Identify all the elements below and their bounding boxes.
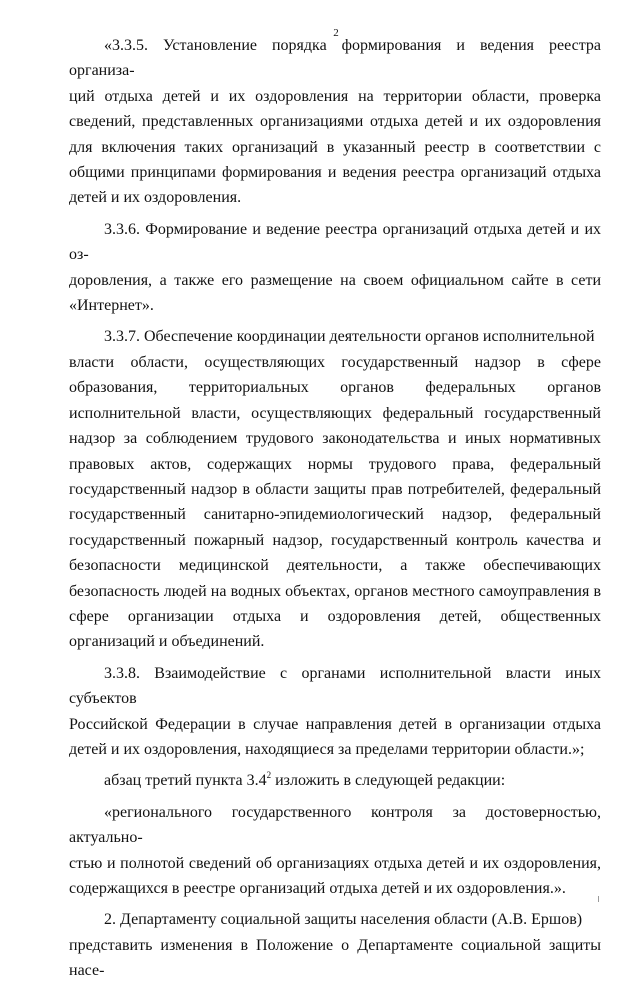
paragraph-3-3-8	[69, 661, 601, 763]
paragraph-first-line	[69, 768, 601, 793]
paragraph-continuation: представить изменения в Положение о Департаменте социальной защиты насе-	[69, 936, 601, 980]
paragraph-regional-control	[69, 800, 601, 902]
paragraph-continuation: власти области, осуществляющих государственный надзор в сфере образования, территориальных органов федеральных органов исполнительной власти, осуществляющих федеральный государственный надзор за соблюдением трудового законодательства и иных нормативных правовых актов, содержащих нормы трудового права, федеральный государственный надзор в области защиты прав потребителей, федеральный государственный санитарно-эпидемиологический надзор, федеральный государственный пожарный надзор, государственный контроль качества и безопасности медицинской деятельности, а также обеспечивающих безопасность людей на водных объектах, органов местного самоуправления в сфере организации отдыха и оздоровления детей, общественных организаций и объединений.	[69, 353, 601, 651]
page-number: 2	[333, 27, 339, 39]
document-body	[69, 33, 601, 984]
paragraph-continuation: доровления, а также его размещение на своем официальном сайте в сети «Интернет».	[69, 271, 601, 315]
paragraph-3-3-5	[69, 33, 601, 211]
paragraph-first-line: 3.3.7. Обеспечение координации деятельности органов исполнительной	[104, 328, 595, 346]
margin-mark	[598, 896, 599, 902]
paragraph-text-before-superscript: абзац третий пункта 3.4	[104, 772, 267, 790]
paragraph-3-3-7	[69, 324, 601, 654]
paragraph-continuation: стью и полнотой сведений об организациях отдыха детей и их оздоровления, содержащихся в реестре организаций отдыха детей и их оздоровления.».	[69, 854, 601, 897]
paragraph-2-department	[69, 907, 601, 983]
paragraph-first-line: 3.3.6. Формирование и ведение реестра организаций отдыха детей и их оз-	[69, 220, 601, 264]
paragraph-first-line: «3.3.5. Установление порядка формирования и ведения реестра организа-	[69, 37, 601, 80]
paragraph-text-after-superscript: изложить в следующей редакции:	[271, 772, 506, 790]
paragraph-continuation: Российской Федерации в случае направления детей в организации отдыха детей и их оздоровления, находящиеся за пределами территории области.»;	[69, 715, 601, 758]
paragraph-first-line: «регионального государственного контроля за достоверностью, актуально-	[69, 803, 601, 847]
paragraph-continuation: ций отдыха детей и их оздоровления на территории области, проверка сведений, представленных организациями отдыха детей и их оздоровления для включения таких организаций в указанный реестр в соответствии с общими принципами формирования и ведения реестра организаций отдыха детей и их оздоровления.	[69, 87, 601, 207]
paragraph-first-line: 2. Департаменту социальной защиты населения области (А.В. Ершов)	[104, 911, 583, 929]
paragraph-first-line: 3.3.8. Взаимодействие с органами исполнительной власти иных субъектов	[69, 664, 601, 708]
paragraph-abzac-tretiy	[69, 768, 601, 793]
paragraph-3-3-6	[69, 217, 601, 319]
superscript-number: 2	[266, 770, 272, 781]
